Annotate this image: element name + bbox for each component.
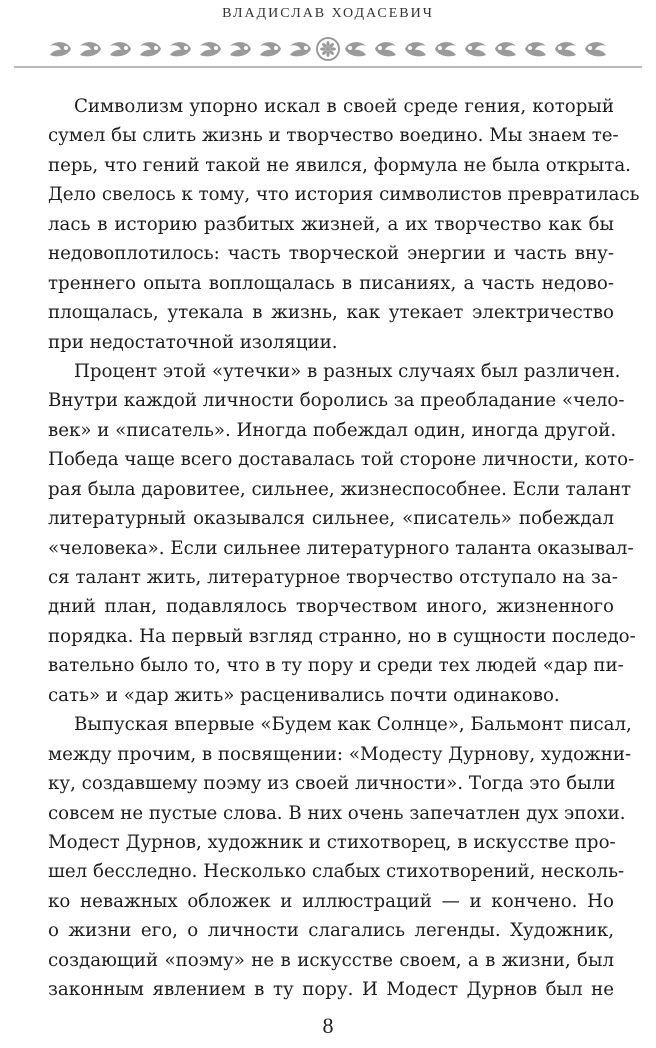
text-line: совсем не пустые слова. В них очень запечатлен дух эпохи.: [48, 802, 626, 824]
ornament-leaf-icon: [200, 42, 221, 56]
text-line: дний план, подавлялось творчеством иного, жизненного: [48, 596, 614, 618]
text-line: порядка. На первый взгляд странно, но в сущности последо-: [48, 625, 636, 647]
text-line: Выпуская впервые «Будем как Солнце», Бальмонт писал,: [74, 714, 632, 736]
ornament-leaf-icon: [50, 42, 71, 56]
ornament-leaf-icon: [230, 42, 251, 56]
ornament-leaf-icon: [110, 42, 131, 56]
ornament-leaf-icon: [345, 42, 366, 56]
text-line: между прочим, в посвящении: «Модесту Дурнову, художни-: [48, 743, 632, 765]
body-text: [48, 92, 640, 1005]
ornament-leaf-icon: [435, 42, 456, 56]
text-line: вательно было то, что в ту пору и среди тех людей «дар пи-: [48, 655, 624, 677]
text-line: Внутри каждой личности боролись за преобладание «чело-: [48, 390, 625, 412]
ornament-leaf-icon: [375, 42, 396, 56]
text-line: создающий «поэму» не в искусстве своем, а в жизни, был: [48, 949, 614, 971]
text-line: ко неважных обложек и иллюстраций — и кончено. Но: [48, 890, 614, 912]
text-line: ся талант жить, литературное творчество отступало на за-: [48, 567, 618, 588]
text-line: шел бесследно. Несколько слабых стихотворений, несколь-: [48, 861, 625, 883]
ornament-rule: [14, 66, 642, 68]
text-line: литературный оказывался сильнее, «писатель» побеждал: [48, 508, 614, 530]
ornament-leaf-icon: [585, 42, 606, 56]
text-line: недовоплотилось: часть творческой энергии и часть вну-: [48, 243, 614, 265]
text-line: при недостаточной изоляции.: [48, 331, 338, 353]
ornament-leaf-icon: [170, 42, 191, 56]
text-line: сумел бы слить жизнь и творчество воедино. Мы знаем те-: [48, 125, 619, 147]
ornament-leaf-icon: [140, 42, 161, 56]
text-line: рая была даровитее, сильнее, жизнеспособнее. Если талант: [48, 478, 632, 500]
page-number: 8: [322, 1013, 334, 1038]
ornament-leaf-icon: [525, 42, 546, 56]
decorative-ornament-band-icon: [14, 32, 642, 66]
running-head: ВЛАДИСЛАВ ХОДАСЕВИЧ: [222, 6, 434, 21]
text-line: о жизни его, о личности слагались легенды. Художник,: [48, 920, 614, 942]
ornament-leaf-icon: [260, 42, 281, 56]
text-line: треннего опыта воплощалась в писаниях, а часть недово-: [48, 272, 614, 294]
text-line: Символизм упорно искал в своей среде гения, который: [74, 96, 614, 117]
text-line: «человека». Если сильнее литературного таланта оказывал-: [48, 537, 634, 559]
text-line: площалась, утекала в жизнь, как утекает электричество: [48, 302, 614, 324]
text-line: перь, что гений такой не явился, формула не была открыта.: [48, 154, 631, 176]
ornament-leaf-icon: [290, 42, 311, 56]
ornament-leaf-icon: [495, 42, 516, 56]
text-line: Процент этой «утечки» в разных случаях был различен.: [74, 360, 621, 382]
text-line: Дело свелось к тому, что история символистов превратилась: [48, 184, 640, 206]
ornament-leaf-icon: [465, 42, 486, 56]
ornament-leaf-icon: [80, 42, 101, 56]
text-line: век» и «писатель». Иногда побеждал один, иногда другой.: [48, 419, 617, 441]
text-line: ку, создавшему поэму из своей личности». Тогда это были: [48, 773, 616, 795]
ornament-leaf-icon: [555, 42, 576, 56]
text-line: Победа чаще всего доставалась той стороне личности, кото-: [48, 449, 635, 471]
text-line: Модест Дурнов, художник и стихотворец, в искусстве про-: [48, 831, 616, 853]
text-line: лась в историю разбитых жизней, а их творчество как бы: [48, 213, 614, 235]
ornament-leaf-icon: [405, 42, 426, 56]
text-line: сать» и «дар жить» расценивались почти одинаково.: [48, 684, 560, 706]
ornament-rosette-icon: [317, 38, 339, 60]
text-line: законным явлением в ту пору. И Модест Дурнов был не: [48, 979, 614, 1001]
